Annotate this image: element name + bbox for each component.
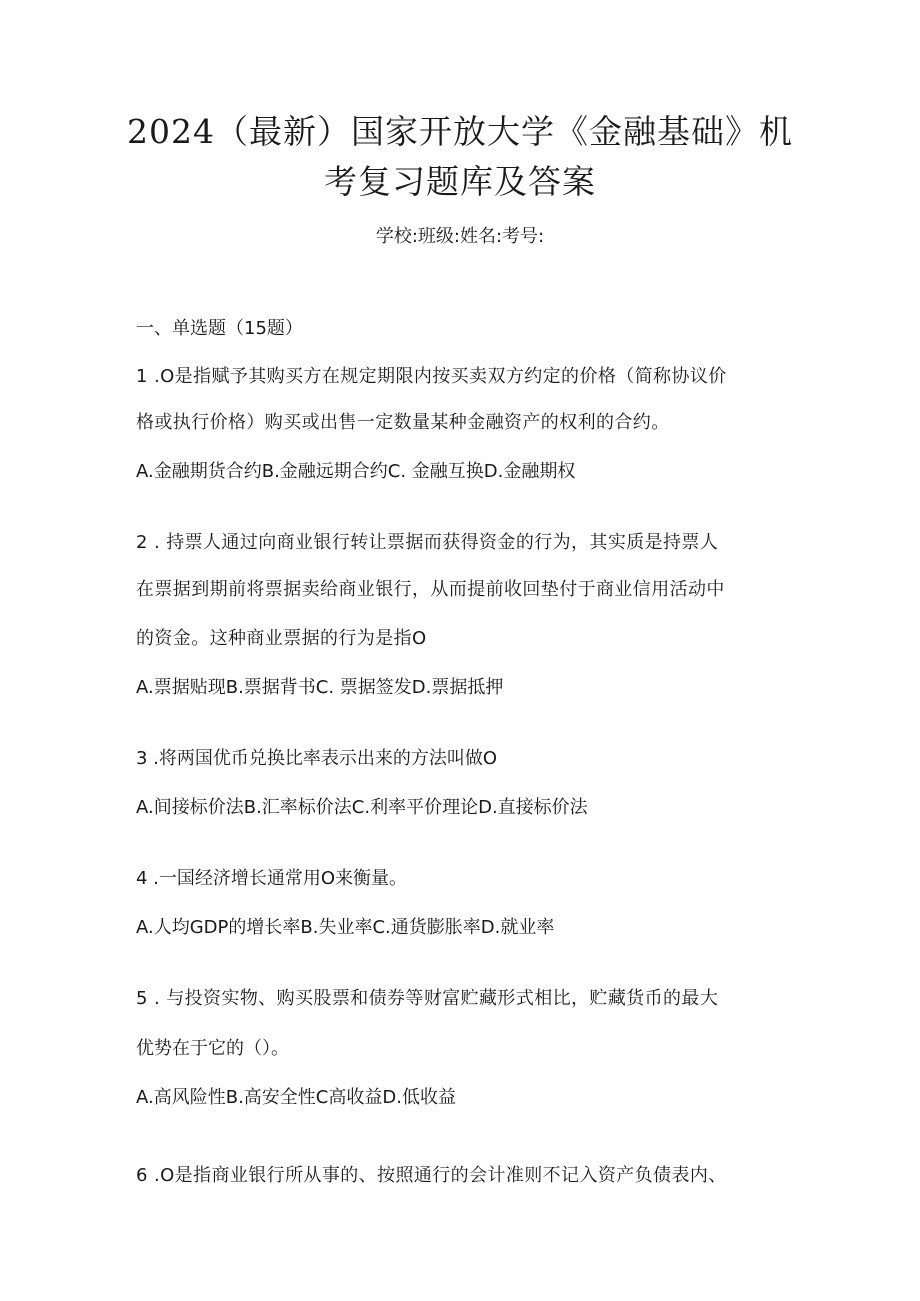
question-2-stem-line-2: 在票据到期前将票据卖给商业银行，从而提前收回垫付于商业信用活动中 — [136, 579, 725, 600]
question-2-stem-line-3: 的资金。这种商业票据的行为是指O — [136, 628, 427, 649]
question-3-options: A.间接标价法B.汇率标价法C.利率平价理论D.直接标价法 — [136, 797, 588, 818]
question-1-stem-line-2: 格或执行价格）购买或出售一定数量某种金融资产的权利的合约。 — [136, 412, 670, 433]
document-title-line-1: 2024（最新）国家开放大学《金融基础》机 — [127, 112, 793, 151]
document-title-line-2: 考复习题库及答案 — [324, 162, 596, 201]
section-heading: 一、单选题（15题） — [136, 318, 303, 339]
question-1-options: A.金融期货合约B.金融远期合约C. 金融互换D.金融期权 — [136, 461, 576, 482]
question-6-stem-line-1: 6 .O是指商业银行所从事的、按照通行的会计准则不记入资产负债表内、 — [136, 1165, 727, 1186]
question-5-stem-line-1: 5 . 与投资实物、购买股票和债券等财富贮藏形式相比，贮藏货币的最大 — [136, 988, 719, 1009]
question-2-stem-line-1: 2 . 持票人通过向商业银行转让票据而获得资金的行为，其实质是持票人 — [136, 532, 719, 553]
question-5-stem-line-2: 优势在于它的（）。 — [136, 1038, 289, 1059]
question-4-stem-line-1: 4 .一国经济增长通常用O来衡量。 — [136, 868, 408, 889]
question-2-options: A.票据贴现B.票据背书C. 票据签发D.票据抵押 — [136, 677, 504, 698]
question-5-options: A.高风险性B.高安全性C高收益D.低收益 — [136, 1087, 456, 1108]
question-3-stem-line-1: 3 .将两国优币兑换比率表示出来的方法叫做O — [136, 748, 498, 769]
question-4-options: A.人均GDP的增长率B.失业率C.通货膨胀率D.就业率 — [136, 917, 555, 938]
student-info-line: 学校:班级:姓名:考号: — [375, 226, 545, 247]
question-1-stem-line-1: 1 .O是指赋予其购买方在规定期限内按买卖双方约定的价格（简称协议价 — [136, 366, 727, 387]
